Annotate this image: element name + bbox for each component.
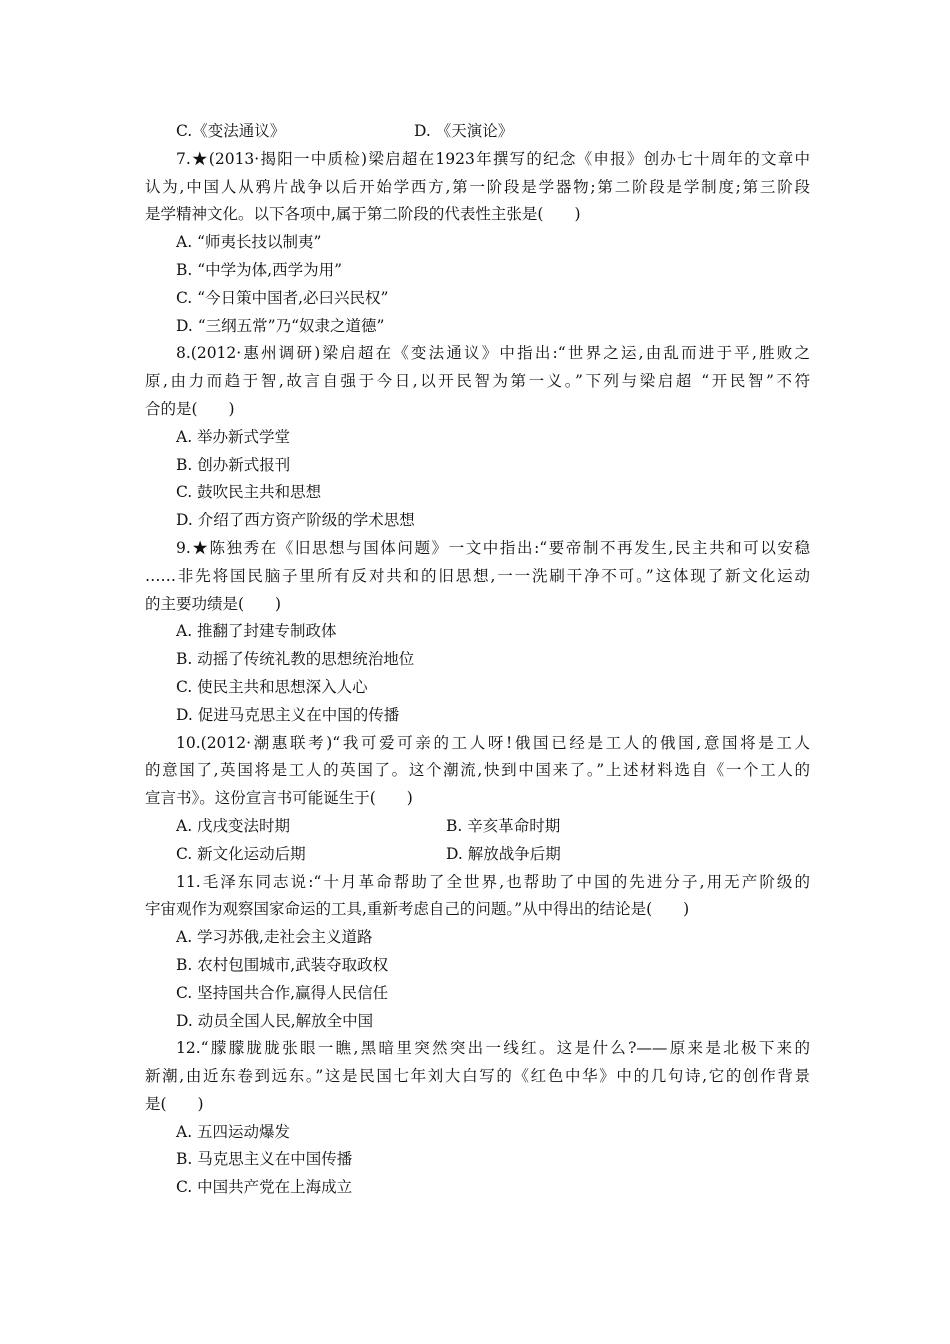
q7-option-d: D. “三纲五常”乃“奴隶之道德” bbox=[176, 316, 385, 335]
q11-stem-line-1: 11.毛泽东同志说:“十月革命帮助了全世界,也帮助了中国的先进分子,用无产阶级的 bbox=[176, 872, 810, 891]
q10-option-b: B. 辛亥革命时期 bbox=[446, 816, 561, 835]
q9-option-a: A. 推翻了封建专制政体 bbox=[176, 622, 337, 641]
q12-stem-line-1: 12.“朦朦胧胧张眼一瞧,黑暗里突然突出一线红。这是什么?——原来是北极下来的 bbox=[176, 1039, 810, 1058]
q11-option-c: C. 坚持国共合作,赢得人民信任 bbox=[176, 983, 389, 1002]
q7-option-c: C. “今日策中国者,必曰兴民权” bbox=[176, 288, 389, 307]
q7-stem-line-3: 是学精神文化。以下各项中,属于第二阶段的代表性主张是( ) bbox=[145, 205, 581, 224]
q6-option-c: C.《变法通议》 bbox=[176, 122, 286, 140]
q9-stem-line-1: 9.★陈独秀在《旧思想与国体问题》一文中指出:“要帝制不再发生,民主共和可以安稳 bbox=[176, 538, 810, 557]
q7-stem-line-1: 7.★(2013·揭阳一中质检)梁启超在1923年撰写的纪念《申报》创办七十周年的文章中 bbox=[176, 149, 810, 168]
q8-option-b: B. 创办新式报刊 bbox=[176, 455, 291, 474]
q8-stem-line-3: 合的是( ) bbox=[145, 399, 235, 418]
q9-option-c: C. 使民主共和思想深入人心 bbox=[176, 677, 368, 696]
q7-option-a: A. “师夷长技以制夷” bbox=[176, 233, 322, 252]
q10-options-row-1 bbox=[145, 813, 810, 841]
q9-stem-line-2: ……非先将国民脑子里所有反对共和的旧思想,一一洗刷干净不可。”这体现了新文化运动 bbox=[145, 566, 810, 585]
q11-option-a: A. 学习苏俄,走社会主义道路 bbox=[176, 928, 373, 947]
q8-option-c: C. 鼓吹民主共和思想 bbox=[176, 483, 322, 502]
q10-stem-line-3: 宣言书》。这份宣言书可能诞生于( ) bbox=[145, 789, 413, 808]
q10-options-row-2 bbox=[145, 841, 810, 869]
q10-stem-line-2: 的意国了,英国将是工人的英国了。这个潮流,快到中国来了。”上述材料选自《一个工人的 bbox=[145, 761, 810, 780]
q10-option-a: A. 戊戌变法时期 bbox=[176, 816, 291, 835]
q11-stem-line-2: 宇宙观作为观察国家命运的工具,重新考虑自己的问题。”从中得出的结论是( ) bbox=[145, 900, 690, 919]
q12-stem-line-3: 是( ) bbox=[145, 1094, 204, 1113]
q8-option-d: D. 介绍了西方资产阶级的学术思想 bbox=[176, 511, 415, 530]
q12-option-a: A. 五四运动爆发 bbox=[176, 1122, 291, 1141]
question-text-block bbox=[145, 118, 810, 1202]
q10-stem-line-1: 10.(2012·潮惠联考)“我可爱可亲的工人呀!俄国已经是工人的俄国,意国将是工人 bbox=[176, 733, 810, 752]
q6-option-d: D. 《天演论》 bbox=[414, 122, 514, 140]
q9-option-b: B. 动摇了传统礼教的思想统治地位 bbox=[176, 650, 415, 669]
q10-option-c: C. 新文化运动后期 bbox=[176, 844, 306, 863]
q11-option-d: D. 动员全国人民,解放全中国 bbox=[176, 1011, 374, 1030]
q12-stem-line-2: 新潮,由近东卷到远东。”这是民国七年刘大白写的《红色中华》中的几句诗,它的创作背景 bbox=[145, 1067, 810, 1086]
q8-option-a: A. 举办新式学堂 bbox=[176, 427, 291, 446]
q9-option-d: D. 促进马克思主义在中国的传播 bbox=[176, 705, 400, 724]
q6-options-row bbox=[145, 118, 810, 146]
q7-stem-line-2: 认为,中国人从鸦片战争以后开始学西方,第一阶段是学器物;第二阶段是学制度;第三阶段 bbox=[145, 177, 810, 196]
q8-stem-line-1: 8.(2012·惠州调研)梁启超在《变法通议》中指出:“世界之运,由乱而进于平,胜败之 bbox=[176, 344, 810, 363]
q9-stem-line-3: 的主要功绩是( ) bbox=[145, 594, 282, 613]
q12-option-c: C. 中国共产党在上海成立 bbox=[176, 1178, 353, 1197]
q7-option-b: B. “中学为体,西学为用” bbox=[176, 260, 343, 279]
q12-option-b: B. 马克思主义在中国传播 bbox=[176, 1150, 353, 1169]
q11-option-b: B. 农村包围城市,武装夺取政权 bbox=[176, 955, 389, 974]
q8-stem-line-2: 原,由力而趋于智,故言自强于今日,以开民智为第一义。”下列与梁启超 “开民智”不符 bbox=[145, 372, 810, 391]
q10-option-d: D. 解放战争后期 bbox=[446, 844, 561, 863]
